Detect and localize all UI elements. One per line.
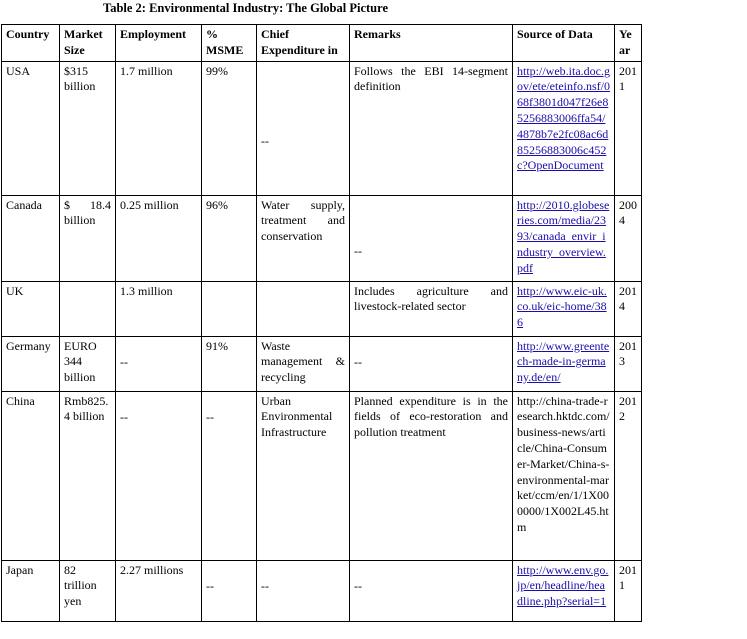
table-row-japan: [2, 560, 642, 621]
cell-employment: 1.3 million: [116, 281, 202, 336]
cell-remarks: Includes agriculture and livestock-related sector: [350, 281, 513, 336]
table-row-uk: [2, 281, 642, 336]
cell-country: UK: [2, 281, 60, 336]
cell-chief-expenditure: [257, 560, 350, 621]
cell-year: 2004: [615, 195, 642, 281]
cell-remarks-value: --: [354, 354, 362, 369]
cell-market-size: EURO 344 billion: [60, 336, 116, 391]
cell-remarks: [350, 560, 513, 621]
cell-year: 2012: [615, 391, 642, 560]
cell-country: USA: [2, 61, 60, 195]
header-msme: % MSME: [202, 25, 257, 62]
table-row-canada: [2, 195, 642, 281]
header-year: Year: [615, 25, 642, 62]
table-row-china: [2, 391, 642, 560]
cell-remarks: [350, 336, 513, 391]
cell-employment-value: --: [120, 409, 128, 424]
cell-source: [513, 61, 615, 195]
cell-market-size: $ 18.4 billion: [60, 195, 116, 281]
cell-employment: 1.7 million: [116, 61, 202, 195]
header-chief-expenditure: Chief Expenditure in: [257, 25, 350, 62]
table-row-usa: [2, 61, 642, 195]
cell-year: 2013: [615, 336, 642, 391]
cell-msme-value: --: [206, 409, 214, 424]
header-country: Country: [2, 25, 60, 62]
cell-remarks: [350, 195, 513, 281]
source-link[interactable]: http://www.env.go.jp/en/headline/headline.php?serial=1: [517, 562, 609, 609]
cell-country: Canada: [2, 195, 60, 281]
cell-remarks: Follows the EBI 14-segment definition: [350, 61, 513, 195]
cell-employment: 0.25 million: [116, 195, 202, 281]
cell-market-size: 82 trillion yen: [60, 560, 116, 621]
header-employment: Employment: [116, 25, 202, 62]
source-link[interactable]: http://www.greentech-made-in-germany.de/en/: [517, 338, 610, 385]
header-source: Source of Data: [513, 25, 615, 62]
cell-employment: [116, 391, 202, 560]
cell-chief-expenditure: Waste management & recycling: [257, 336, 350, 391]
source-text: http://china-trade-research.hktdc.com/business-news/article/China-Consumer-Market/China-s-environmental-market/ccm/en/1/1X000000/1X002L45.htm: [517, 393, 610, 534]
cell-remarks-value: --: [354, 243, 362, 258]
cell-employment: 2.27 millions: [116, 560, 202, 621]
cell-chief-expenditure-value: --: [261, 578, 269, 593]
table-header-row: [2, 25, 642, 62]
cell-chief-expenditure: [257, 61, 350, 195]
source-link[interactable]: http://web.ita.doc.gov/ete/eteinfo.nsf/068f3801d047f26e85256883006ffa54/4878b7e2fc08ac6d85256883006c452c?OpenDocument: [517, 63, 610, 173]
cell-year: 2011: [615, 61, 642, 195]
cell-msme: 91%: [202, 336, 257, 391]
table-caption-text: Table 2: Environmental Industry: The Global Picture: [103, 1, 388, 15]
cell-chief-expenditure: [257, 281, 350, 336]
cell-source: [513, 336, 615, 391]
cell-country: China: [2, 391, 60, 560]
cell-remarks-value: --: [354, 578, 362, 593]
cell-market-size: Rmb825.4 billion: [60, 391, 116, 560]
cell-market-size: $315 billion: [60, 61, 116, 195]
cell-chief-expenditure-value: --: [261, 133, 269, 148]
cell-employment-value: --: [120, 354, 128, 369]
cell-msme: 99%: [202, 61, 257, 195]
cell-msme: [202, 560, 257, 621]
cell-year: 2014: [615, 281, 642, 336]
cell-msme: [202, 391, 257, 560]
table-caption: [0, 0, 747, 20]
cell-country: Germany: [2, 336, 60, 391]
table-row-germany: [2, 336, 642, 391]
source-link[interactable]: http://www.eic-uk.co.uk/eic-home/386: [517, 283, 607, 330]
cell-source: [513, 195, 615, 281]
cell-msme-value: --: [206, 578, 214, 593]
cell-chief-expenditure: Water supply, treatment and conservation: [257, 195, 350, 281]
environmental-industry-table: [1, 24, 642, 622]
cell-country: Japan: [2, 560, 60, 621]
source-link[interactable]: http://2010.globeseries.com/media/2393/canada_envir_industry_overview.pdf: [517, 197, 610, 275]
cell-market-size: [60, 281, 116, 336]
cell-source: [513, 560, 615, 621]
cell-source: [513, 281, 615, 336]
cell-source: [513, 391, 615, 560]
cell-year: 2011: [615, 560, 642, 621]
header-market-size: Market Size: [60, 25, 116, 62]
header-remarks: Remarks: [350, 25, 513, 62]
cell-msme: [202, 281, 257, 336]
cell-msme: 96%: [202, 195, 257, 281]
cell-remarks: Planned expenditure is in the fields of eco-restoration and pollution treatment: [350, 391, 513, 560]
cell-chief-expenditure: Urban Environmental Infrastructure: [257, 391, 350, 560]
cell-employment: [116, 336, 202, 391]
